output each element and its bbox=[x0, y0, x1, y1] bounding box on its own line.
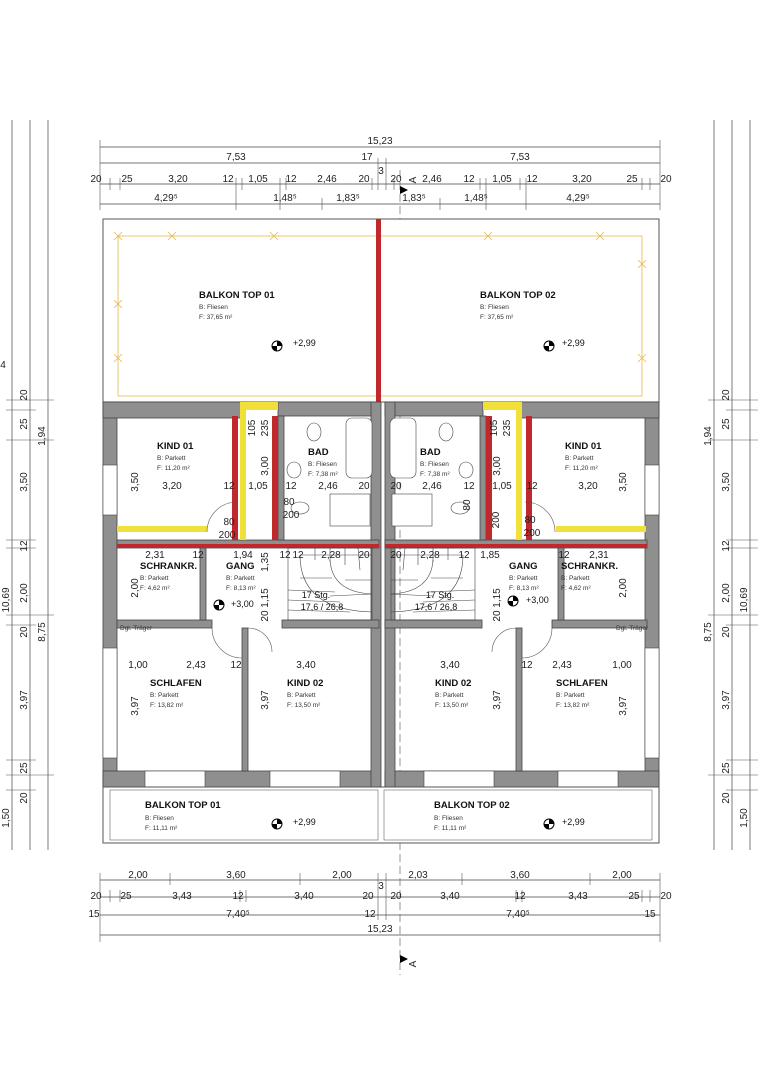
dim-value: 1,15 bbox=[492, 588, 503, 608]
room-floor: B: Parkett bbox=[561, 575, 590, 582]
room-area: F: 11,20 m² bbox=[565, 465, 598, 472]
room-floor: B: Parkett bbox=[565, 455, 594, 462]
dim-value: 12 bbox=[192, 550, 204, 561]
dim-value: 1,48⁵ bbox=[273, 193, 297, 204]
room-floor: B: Fliesen bbox=[199, 304, 228, 311]
dim-value: 80 bbox=[283, 497, 295, 508]
dim-value: 20 bbox=[721, 389, 732, 401]
dim-value: 2,31 bbox=[589, 550, 609, 561]
dim-top-total: 15,23 bbox=[367, 136, 393, 147]
dim-value: 25 bbox=[121, 174, 133, 185]
dim-top-row3 bbox=[154, 193, 590, 204]
dim-value: 20 bbox=[358, 174, 370, 185]
dim-value: 3,20 bbox=[578, 481, 598, 492]
dim-value: 12 bbox=[526, 481, 538, 492]
dim-value: 2,28 bbox=[321, 550, 341, 561]
dim-value: 3,43 bbox=[568, 891, 588, 902]
beam-label: Dgl. Träger bbox=[616, 625, 649, 632]
dim-top-r1: 7,53 bbox=[226, 152, 246, 163]
stairs-label: 17 Stg. bbox=[301, 590, 331, 600]
stairs-label: 17 Stg. bbox=[425, 590, 455, 600]
dim-value: 2,00 bbox=[612, 870, 632, 881]
room-name: BAD bbox=[420, 447, 441, 458]
dim-value: 3,00 bbox=[260, 456, 271, 476]
stairs-ratio: 17,6 / 26,8 bbox=[414, 602, 458, 612]
dim-value: 3,60 bbox=[226, 870, 246, 881]
level-marker-icon bbox=[272, 341, 282, 351]
dim-value: 3,40 bbox=[294, 891, 314, 902]
dim-value: 3,97 bbox=[721, 690, 732, 710]
dim-value: 20 bbox=[19, 792, 30, 804]
room-floor: B: Fliesen bbox=[145, 815, 174, 822]
dim-value: 3,50 bbox=[721, 472, 732, 492]
room-floor: B: Parkett bbox=[435, 692, 464, 699]
dim-value: 200 bbox=[491, 511, 502, 529]
room-floor: B: Parkett bbox=[509, 575, 538, 582]
dim-value: 25 bbox=[120, 891, 132, 902]
dim-value: 20 bbox=[390, 891, 402, 902]
dim-value: 20 bbox=[19, 389, 30, 401]
dim-value: 20 bbox=[492, 610, 503, 622]
dim-value: 3,20 bbox=[162, 481, 182, 492]
sink-icon bbox=[459, 462, 473, 478]
dim-value: 1,15 bbox=[260, 588, 271, 608]
dim-value: 15 bbox=[644, 909, 656, 920]
level-text: +3,00 bbox=[526, 595, 549, 605]
dim-value: 1,94 bbox=[233, 550, 253, 561]
dim-value: 20 bbox=[358, 550, 370, 561]
dim-value: 15 bbox=[88, 909, 100, 920]
room-floor: B: Parkett bbox=[226, 575, 255, 582]
dim-value: 12 bbox=[458, 550, 470, 561]
dim-bottom-row3 bbox=[88, 909, 656, 920]
section-label-top: A bbox=[408, 176, 419, 184]
dim-value: 12 bbox=[721, 540, 732, 552]
bottom-balcony bbox=[103, 787, 659, 843]
dim-value: 20 bbox=[90, 891, 102, 902]
dim-value: 80 bbox=[462, 499, 473, 511]
level-marker-icon bbox=[272, 819, 282, 829]
dim-top-r1-small: 3 bbox=[378, 166, 384, 177]
dim-value: 12 bbox=[232, 891, 244, 902]
dim-value: 25 bbox=[628, 891, 640, 902]
room-name: KIND 02 bbox=[435, 678, 472, 689]
room-name: BALKON TOP 01 bbox=[199, 290, 275, 301]
dim-value: 3,97 bbox=[492, 690, 503, 710]
room-area: F: 13,82 m² bbox=[556, 702, 590, 709]
room-name: BALKON TOP 02 bbox=[480, 290, 556, 301]
level-text: +2,99 bbox=[293, 817, 316, 827]
right-dimension-chains bbox=[708, 120, 758, 850]
dim-value: 20 bbox=[390, 174, 402, 185]
dim-value: 8,75 bbox=[37, 622, 48, 642]
dim-value: 20 bbox=[260, 610, 271, 622]
dim-value: 1,94 bbox=[703, 426, 714, 446]
room-name: SCHLAFEN bbox=[556, 678, 608, 689]
dim-value: 3,97 bbox=[130, 696, 141, 716]
dim-value: 1,00 bbox=[612, 660, 632, 671]
dim-value: 12 bbox=[364, 909, 376, 920]
dim-value: 3,40 bbox=[440, 660, 460, 671]
dim-value: 7,40⁵ bbox=[226, 909, 250, 920]
room-label-kind01-left bbox=[157, 441, 194, 472]
room-floor: B: Fliesen bbox=[308, 461, 337, 468]
dim-value: 2,03 bbox=[408, 870, 428, 881]
dim-value: 2,00 bbox=[128, 870, 148, 881]
room-area: F: 13,82 m² bbox=[150, 702, 184, 709]
dim-value: 3,60 bbox=[510, 870, 530, 881]
dim-value: 12 bbox=[558, 550, 570, 561]
dim-value: 10,69 bbox=[739, 587, 750, 613]
dim-value: 12 bbox=[230, 660, 242, 671]
dim-value: 25 bbox=[19, 418, 30, 430]
dim-bottom-total: 15,23 bbox=[367, 924, 393, 935]
dim-value: 2,43 bbox=[186, 660, 206, 671]
dim-value: 2,46 bbox=[317, 174, 337, 185]
dim-top-r1: 7,53 bbox=[510, 152, 530, 163]
room-floor: B: Parkett bbox=[157, 455, 186, 462]
room-label-bad-left bbox=[308, 447, 338, 478]
dim-value: 25 bbox=[721, 762, 732, 774]
room-floor: B: Fliesen bbox=[420, 461, 449, 468]
dim-value: 2,46 bbox=[318, 481, 338, 492]
top-balcony bbox=[103, 219, 659, 402]
dim-value: 12 bbox=[19, 540, 30, 552]
room-label-schlafen-right bbox=[556, 678, 608, 709]
bathtub-icon bbox=[390, 418, 416, 478]
dim-value: 3,40 bbox=[440, 891, 460, 902]
dim-value: 3,20 bbox=[168, 174, 188, 185]
level-marker-icon bbox=[214, 600, 224, 610]
dim-value: 1,05 bbox=[248, 481, 268, 492]
dim-value: 80 bbox=[223, 517, 235, 528]
dim-right-inner bbox=[703, 426, 750, 642]
dim-value: 2,46 bbox=[422, 174, 442, 185]
room-name: KIND 01 bbox=[565, 441, 602, 452]
room-area: F: 7,38 m² bbox=[308, 471, 338, 478]
dim-value: 8,75 bbox=[703, 622, 714, 642]
level-text: +3,00 bbox=[231, 599, 254, 609]
left-dimension-chains bbox=[6, 120, 54, 850]
dim-value: 200 bbox=[282, 510, 300, 521]
dim-value: 2,00 bbox=[130, 578, 141, 598]
dim-value: 25 bbox=[19, 762, 30, 774]
room-label-schlafen-left bbox=[150, 678, 202, 709]
room-area: F: 4,62 m² bbox=[561, 585, 591, 592]
dim-value: 1,05 bbox=[492, 481, 512, 492]
section-label-bottom: A bbox=[408, 960, 419, 968]
dim-value: 3,97 bbox=[618, 696, 629, 716]
dim-value: 12 bbox=[292, 550, 304, 561]
dim-value: 3,50 bbox=[130, 472, 141, 492]
dim-value: 235 bbox=[502, 419, 513, 437]
room-area: F: 11,20 m² bbox=[157, 465, 190, 472]
dim-value: 12 bbox=[463, 174, 475, 185]
room-name: SCHRANKR. bbox=[561, 561, 618, 572]
dim-value: 3,40 bbox=[296, 660, 316, 671]
stairs-ratio: 17,6 / 26,8 bbox=[300, 602, 344, 612]
dim-value: 3,43 bbox=[172, 891, 192, 902]
room-floor: B: Parkett bbox=[150, 692, 179, 699]
room-area: F: 7,38 m² bbox=[420, 471, 450, 478]
dim-value: 20 bbox=[362, 891, 374, 902]
dim-value: 105 bbox=[247, 419, 258, 437]
dim-value: 1,83⁵ bbox=[402, 193, 426, 204]
bathtub-icon bbox=[346, 418, 372, 478]
room-area: F: 37,65 m² bbox=[199, 314, 233, 321]
dim-value: 3,20 bbox=[572, 174, 592, 185]
dim-value: 20 bbox=[90, 174, 102, 185]
shower-icon bbox=[392, 494, 432, 526]
room-area: F: 13,50 m² bbox=[435, 702, 469, 709]
room-label-gang-right bbox=[509, 561, 539, 592]
dim-value: 235 bbox=[260, 419, 271, 437]
dim-top-r1: 17 bbox=[361, 152, 373, 163]
level-text: +2,99 bbox=[562, 817, 585, 827]
dim-value: 12 bbox=[285, 174, 297, 185]
dim-value: 20 bbox=[390, 481, 402, 492]
dim-value: 20 bbox=[358, 481, 370, 492]
room-label-schrankr-left bbox=[140, 561, 197, 592]
room-area: F: 8,13 m² bbox=[509, 585, 539, 592]
dim-value: 12 bbox=[521, 660, 533, 671]
room-label-schrankr-right bbox=[561, 561, 618, 592]
dim-value: 1,05 bbox=[248, 174, 268, 185]
dim-value: 12 bbox=[279, 550, 291, 561]
dim-value: 2,28 bbox=[420, 550, 440, 561]
dim-value: 12 bbox=[526, 174, 538, 185]
room-floor: B: Parkett bbox=[140, 575, 169, 582]
room-name: KIND 02 bbox=[287, 678, 324, 689]
room-area: F: 13,50 m² bbox=[287, 702, 321, 709]
dim-value: 4,29⁵ bbox=[566, 193, 590, 204]
dim-value: 20 bbox=[390, 550, 402, 561]
dim-left-inner bbox=[1, 426, 48, 642]
dim-value: 12 bbox=[223, 481, 235, 492]
dim-value: 3,00 bbox=[492, 456, 503, 476]
room-name: BALKON TOP 02 bbox=[434, 800, 510, 811]
dim-value: 1,50 bbox=[1, 808, 12, 828]
dim-value: 1,85 bbox=[480, 550, 500, 561]
sink-icon bbox=[287, 462, 301, 478]
dim-value: 3,97 bbox=[260, 690, 271, 710]
dim-value: 1,48⁵ bbox=[464, 193, 488, 204]
dim-bottom-small: 3 bbox=[378, 881, 384, 892]
dim-value: 7,40⁵ bbox=[506, 909, 530, 920]
room-floor: B: Parkett bbox=[556, 692, 585, 699]
level-marker-icon bbox=[508, 596, 518, 606]
dim-value: 1,05 bbox=[492, 174, 512, 185]
dim-bottom-row1 bbox=[128, 870, 632, 881]
dim-value: 2,00 bbox=[332, 870, 352, 881]
dim-value: 12 bbox=[222, 174, 234, 185]
toilet-icon bbox=[439, 423, 453, 441]
dim-value: 2,46 bbox=[422, 481, 442, 492]
dim-value: 20 bbox=[721, 626, 732, 638]
dim-value: 200 bbox=[218, 530, 236, 541]
room-floor: B: Fliesen bbox=[480, 304, 509, 311]
room-floor: B: Parkett bbox=[287, 692, 316, 699]
toilet-icon bbox=[307, 423, 321, 441]
dim-value: 12 bbox=[514, 891, 526, 902]
dim-value: 1,00 bbox=[128, 660, 148, 671]
dim-value: 200 bbox=[523, 528, 541, 539]
dim-value: 1,83⁵ bbox=[336, 193, 360, 204]
level-marker-icon bbox=[544, 341, 554, 351]
dim-value: 20 bbox=[660, 891, 672, 902]
far-left-fragment: 4 bbox=[0, 360, 6, 371]
dim-value: 1,94 bbox=[37, 426, 48, 446]
room-name: SCHRANKR. bbox=[140, 561, 197, 572]
room-name: GANG bbox=[226, 561, 255, 572]
room-area: F: 37,65 m² bbox=[480, 314, 514, 321]
beam-label: Dgl. Träger bbox=[120, 625, 153, 632]
room-label-kind02-right bbox=[435, 678, 471, 709]
room-name: BAD bbox=[308, 447, 329, 458]
dim-value: 1,35 bbox=[260, 552, 271, 572]
dim-value: 20 bbox=[19, 626, 30, 638]
dim-value: 80 bbox=[524, 515, 536, 526]
dim-value: 2,00 bbox=[19, 583, 30, 603]
room-floor: B: Fliesen bbox=[434, 815, 463, 822]
dim-value: 3,97 bbox=[19, 690, 30, 710]
dim-value: 2,00 bbox=[721, 583, 732, 603]
room-area: F: 4,62 m² bbox=[140, 585, 170, 592]
dim-value: 1,50 bbox=[739, 808, 750, 828]
room-label-gang-left bbox=[226, 561, 256, 592]
level-text: +2,99 bbox=[562, 338, 585, 348]
shower-icon bbox=[330, 494, 370, 526]
level-text: +2,99 bbox=[293, 338, 316, 348]
level-markers bbox=[214, 341, 554, 829]
dim-value: 2,43 bbox=[552, 660, 572, 671]
dim-value: 10,69 bbox=[1, 587, 12, 613]
room-label-bad-right bbox=[420, 447, 450, 478]
section-arrow-bottom bbox=[400, 955, 408, 963]
level-marker-icon bbox=[544, 819, 554, 829]
room-label-kind01-right bbox=[565, 441, 602, 472]
dim-value: 20 bbox=[721, 792, 732, 804]
dim-value: 25 bbox=[626, 174, 638, 185]
room-area: F: 8,13 m² bbox=[226, 585, 256, 592]
dim-value: 4,29⁵ bbox=[154, 193, 178, 204]
dim-value: 12 bbox=[285, 481, 297, 492]
dim-value: 2,31 bbox=[145, 550, 165, 561]
dim-bottom-row2 bbox=[90, 891, 672, 902]
dim-value: 3,50 bbox=[618, 472, 629, 492]
room-name: KIND 01 bbox=[157, 441, 194, 452]
dim-value: 2,00 bbox=[618, 578, 629, 598]
dim-value: 105 bbox=[489, 419, 500, 437]
room-name: SCHLAFEN bbox=[150, 678, 202, 689]
room-area: F: 11,11 m² bbox=[145, 825, 178, 832]
dim-value: 20 bbox=[660, 174, 672, 185]
room-name: GANG bbox=[509, 561, 538, 572]
room-label-kind02-left bbox=[287, 678, 323, 709]
dim-value: 12 bbox=[463, 481, 475, 492]
room-area: F: 11,11 m² bbox=[434, 825, 467, 832]
dim-value: 3,50 bbox=[19, 472, 30, 492]
room-name: BALKON TOP 01 bbox=[145, 800, 221, 811]
dim-value: 25 bbox=[721, 418, 732, 430]
